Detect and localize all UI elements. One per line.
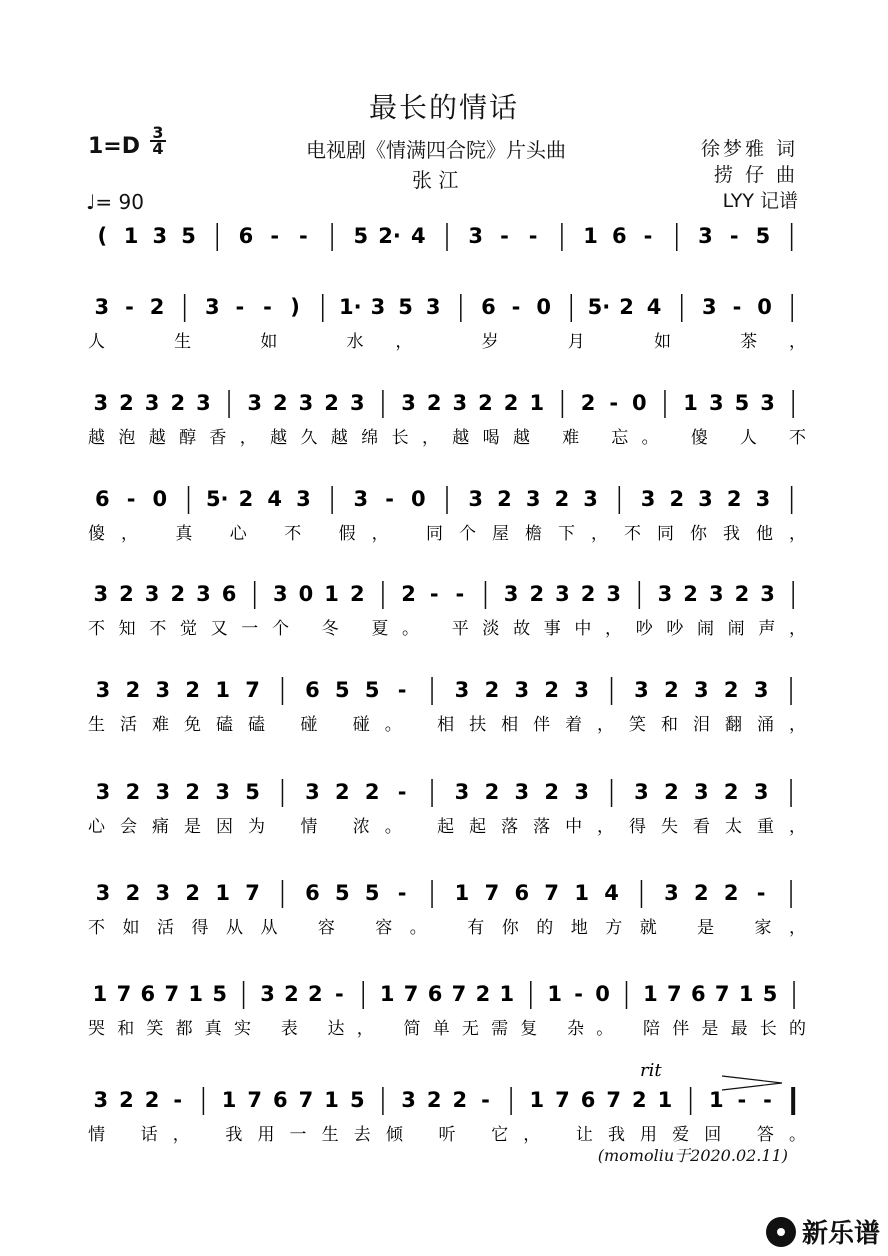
note: 2 [484, 678, 500, 702]
note: 2 [452, 1088, 468, 1112]
note: 2 [185, 678, 201, 702]
note: 6 [612, 224, 627, 248]
note: 4 [646, 295, 662, 319]
note: 3 [155, 780, 171, 804]
decrescendo-hairpin [722, 1076, 782, 1090]
note: 3 [702, 295, 717, 319]
note: 2 [734, 582, 750, 606]
note: 2 [125, 678, 141, 702]
note: 3 [514, 678, 530, 702]
note: 1 [657, 1088, 673, 1112]
record-icon [766, 1217, 796, 1247]
note: 2 [170, 391, 186, 415]
note: 1 [221, 1088, 237, 1112]
note: 3 [196, 391, 211, 415]
time-top: 3 [150, 126, 166, 142]
note: 3 [583, 487, 598, 511]
note: 3 [760, 391, 775, 415]
note: 7 [714, 982, 730, 1006]
note: 0 [757, 295, 772, 319]
note: 6 [238, 224, 254, 248]
note: 6 [95, 487, 110, 511]
singer: 张 江 [412, 168, 459, 192]
note: - [299, 224, 308, 248]
note: 1 [215, 678, 230, 702]
note: 1 [529, 1088, 545, 1112]
notation-line [88, 390, 806, 448]
note: 0 [632, 391, 647, 415]
lyric-line: 心会痛是因为 情 浓。 起起落落中，得失看太重， [88, 817, 806, 837]
note: 3 [753, 678, 769, 702]
notation-line [88, 294, 806, 352]
note: 7 [245, 678, 260, 702]
note: - [574, 982, 583, 1006]
note: 4 [267, 487, 282, 511]
note: 1 [499, 982, 515, 1006]
note: - [334, 982, 344, 1006]
time-bottom: 4 [152, 139, 164, 158]
note: 5 [755, 224, 771, 248]
note: 3 [95, 780, 111, 804]
note: 2 [726, 487, 742, 511]
note: 2 [349, 582, 365, 606]
rit-marking: rit [640, 1060, 662, 1081]
note: 0 [298, 582, 314, 606]
note: - [429, 582, 439, 606]
note: 2 [238, 487, 254, 511]
subtitle: 电视剧《情满四合院》片头曲 [306, 138, 566, 162]
note: 3 [273, 582, 288, 606]
notation-line [88, 677, 806, 735]
note: 1 [574, 881, 589, 905]
note: - [729, 224, 739, 248]
note: 3 [95, 881, 111, 905]
notation-line [88, 486, 806, 544]
note: 4 [604, 881, 619, 905]
note: 5 [181, 224, 196, 248]
note: 6 [221, 582, 237, 606]
note: 3 [698, 224, 713, 248]
note: 1 [454, 881, 470, 905]
note: 1 [583, 224, 598, 248]
lyric-line: 哭和笑都真实 表 达， 简单无需复 杂。 陪伴是最长的 [88, 1019, 806, 1039]
notation-line [88, 581, 806, 639]
footer-note: (momoliu于2020.02.11) [597, 1146, 788, 1165]
note: - [270, 224, 280, 248]
note: 2 [149, 295, 165, 319]
lyric-line: 越泡越醇香，越久越绵长，越喝越 难 忘。 傻 人 不 [88, 428, 807, 448]
note: 7 [544, 881, 560, 905]
note: 3 [353, 487, 369, 511]
note: 2 [497, 487, 512, 511]
note: 3 [452, 391, 468, 415]
note: - [125, 295, 134, 319]
note: 2 [284, 982, 299, 1006]
note: 2 [308, 982, 323, 1006]
note: 2 [475, 982, 491, 1006]
note: 3 [664, 881, 679, 905]
note: - [263, 295, 272, 319]
note: - [397, 780, 407, 804]
note: 3 [298, 391, 314, 415]
note: - [126, 487, 136, 511]
note: 7 [484, 881, 500, 905]
note: ) [290, 295, 300, 319]
note: 3 [401, 391, 416, 415]
lyricist-credit: 徐梦雅 词 [700, 138, 798, 160]
note: 1 [738, 982, 754, 1006]
note: - [643, 224, 653, 248]
note: 3 [349, 391, 365, 415]
composer-credit: 捞 仔 曲 [713, 164, 798, 186]
note: 7 [245, 881, 260, 905]
note: 6 [273, 1088, 288, 1112]
note: - [481, 1088, 490, 1112]
note: 2 [119, 1088, 134, 1112]
note: 2 [723, 881, 739, 905]
note: 2 [119, 391, 134, 415]
note: 2 [125, 780, 141, 804]
note: 3 [753, 780, 769, 804]
logo-text: 新乐谱 [801, 1219, 880, 1249]
note: 2 [632, 1088, 647, 1112]
note: - [609, 391, 619, 415]
lyric-line: 傻， 真 心 不 假， 同个屋檐下，不同你我他， [88, 524, 806, 544]
note: 5 [762, 982, 778, 1006]
note: 3 [196, 582, 211, 606]
note: 1· [339, 295, 362, 319]
note: 3 [468, 224, 484, 248]
note: 3 [760, 582, 775, 606]
lyric-line: 不如活得从从 容 容。 有你的地方就 是 家， [88, 918, 806, 938]
note: 3 [708, 582, 724, 606]
note: 2 [364, 780, 380, 804]
song-title: 最长的情话 [368, 91, 519, 124]
note: 3 [574, 780, 589, 804]
note: 2 [426, 1088, 442, 1112]
note: 2 [144, 1088, 160, 1112]
notation-line [88, 779, 806, 837]
note: 2 [544, 678, 560, 702]
note: 0 [152, 487, 168, 511]
note: 3 [755, 487, 771, 511]
note: 2 [683, 582, 698, 606]
note: 3 [698, 487, 713, 511]
note: 3 [454, 678, 470, 702]
note: 1 [215, 881, 230, 905]
note: 7 [451, 982, 467, 1006]
note: 2 [723, 678, 739, 702]
note: 3 [305, 780, 320, 804]
note: 1 [324, 582, 339, 606]
tempo-marking: ♩= 90 [86, 190, 144, 214]
notation-line [88, 981, 806, 1039]
notation-line [88, 880, 806, 938]
note: 4 [410, 224, 426, 248]
note: 3 [574, 678, 589, 702]
note: 3 [204, 295, 220, 319]
note: 0 [536, 295, 551, 319]
note: 5 [353, 224, 369, 248]
note: 3 [657, 582, 673, 606]
note: 6 [305, 881, 320, 905]
note: 6 [481, 295, 496, 319]
note: 2 [334, 780, 350, 804]
note: 3 [260, 982, 275, 1006]
note: 1 [683, 391, 698, 415]
note: - [235, 295, 245, 319]
note: 3 [693, 780, 709, 804]
note: 2 [503, 391, 519, 415]
note: 7 [298, 1088, 314, 1112]
note: 1 [123, 224, 139, 248]
note: 6 [305, 678, 320, 702]
note: - [397, 678, 407, 702]
note: - [397, 881, 407, 905]
note: 2 [185, 881, 201, 905]
note: 1 [643, 982, 658, 1006]
key-signature: 1=D [88, 134, 141, 159]
note: 3 [370, 295, 386, 319]
note: 6 [690, 982, 706, 1006]
note: - [173, 1088, 183, 1112]
note: 3 [606, 582, 621, 606]
note: 5 [334, 678, 350, 702]
note: 1 [708, 1088, 724, 1112]
note: 2 [484, 780, 500, 804]
note: 3 [93, 582, 109, 606]
note: 3 [247, 391, 262, 415]
site-logo [766, 1213, 880, 1250]
note: 2 [580, 391, 596, 415]
note: 1 [529, 391, 545, 415]
note: 2 [185, 780, 201, 804]
note: 3 [215, 780, 230, 804]
notation-line [98, 223, 792, 251]
note: 1 [92, 982, 108, 1006]
lyric-line: 不知不觉又一个 冬 夏。 平淡故事中，吵吵闹闹声， [88, 619, 806, 639]
note: 2 [324, 391, 339, 415]
note: - [763, 1088, 772, 1112]
note: 3 [144, 391, 160, 415]
note: 5· [205, 487, 229, 511]
note: 5 [398, 295, 413, 319]
note: 2 [669, 487, 685, 511]
note: 3 [95, 678, 111, 702]
note: 7 [116, 982, 132, 1006]
note: 5 [364, 881, 380, 905]
note: 2 [664, 780, 679, 804]
note: 3 [94, 295, 110, 319]
note: 3 [634, 780, 649, 804]
note: 6 [514, 881, 530, 905]
note: 1 [547, 982, 563, 1006]
note: 5 [212, 982, 227, 1006]
note: 6 [427, 982, 443, 1006]
note: 5 [734, 391, 750, 415]
note: 7 [555, 1088, 570, 1112]
note: 3 [425, 295, 441, 319]
note: 2 [273, 391, 288, 415]
note: ( [97, 224, 108, 248]
note: - [500, 224, 509, 248]
note: 3 [155, 678, 171, 702]
note: 5 [364, 678, 380, 702]
lyric-line: 人 生 如 水， 岁 月 如 茶， [88, 332, 806, 352]
note: 3 [296, 487, 311, 511]
note: 2 [580, 582, 596, 606]
note: 3 [454, 780, 470, 804]
transcriber-credit: LYY 记谱 [722, 190, 798, 212]
note: 7 [403, 982, 419, 1006]
note: 3 [155, 881, 171, 905]
note: 3 [468, 487, 484, 511]
note: 0 [595, 982, 610, 1006]
note: - [455, 582, 465, 606]
note: 7 [164, 982, 180, 1006]
note: 7 [606, 1088, 621, 1112]
note: 5 [349, 1088, 365, 1112]
note: 2 [125, 881, 141, 905]
note: 3 [555, 582, 570, 606]
note: 6 [580, 1088, 596, 1112]
note: 7 [667, 982, 682, 1006]
lyric-line: 情 话， 我用一生去倾 听 它， 让我用爱回 答。 [88, 1125, 806, 1145]
note: 3 [640, 487, 656, 511]
note: 3 [693, 678, 709, 702]
lyric-line: 生活难免磕磕 碰 碰。 相扶相伴着，笑和泪翻涌， [88, 715, 806, 735]
note: 7 [247, 1088, 262, 1112]
note: 1 [379, 982, 395, 1006]
note: 2 [544, 780, 560, 804]
note: 3 [401, 1088, 416, 1112]
note: - [511, 295, 521, 319]
note: 2 [401, 582, 416, 606]
note: 3 [144, 582, 160, 606]
note: 2 [619, 295, 634, 319]
note: 2 [554, 487, 570, 511]
note: - [732, 295, 742, 319]
note: 5 [245, 780, 260, 804]
note: 1 [188, 982, 204, 1006]
note: - [528, 224, 538, 248]
note: 5 [334, 881, 350, 905]
note: 3 [708, 391, 724, 415]
note: - [385, 487, 394, 511]
note: 3 [525, 487, 541, 511]
note: - [756, 881, 766, 905]
note: 3 [503, 582, 519, 606]
note: 3 [152, 224, 168, 248]
note: 2 [170, 582, 186, 606]
note: 2· [378, 224, 401, 248]
note: 0 [410, 487, 426, 511]
note: 2 [693, 881, 709, 905]
note: 2 [529, 582, 545, 606]
note: 3 [514, 780, 530, 804]
note: 1 [324, 1088, 339, 1112]
note: 2 [723, 780, 739, 804]
notation-line [88, 1087, 806, 1145]
note: - [737, 1088, 747, 1112]
note: 2 [119, 582, 134, 606]
note: 3 [93, 391, 109, 415]
note: 2 [664, 678, 679, 702]
note: 3 [93, 1088, 109, 1112]
note: 6 [140, 982, 156, 1006]
note: 5· [587, 295, 611, 319]
note: 2 [478, 391, 493, 415]
note: 3 [634, 678, 649, 702]
note: 2 [426, 391, 442, 415]
